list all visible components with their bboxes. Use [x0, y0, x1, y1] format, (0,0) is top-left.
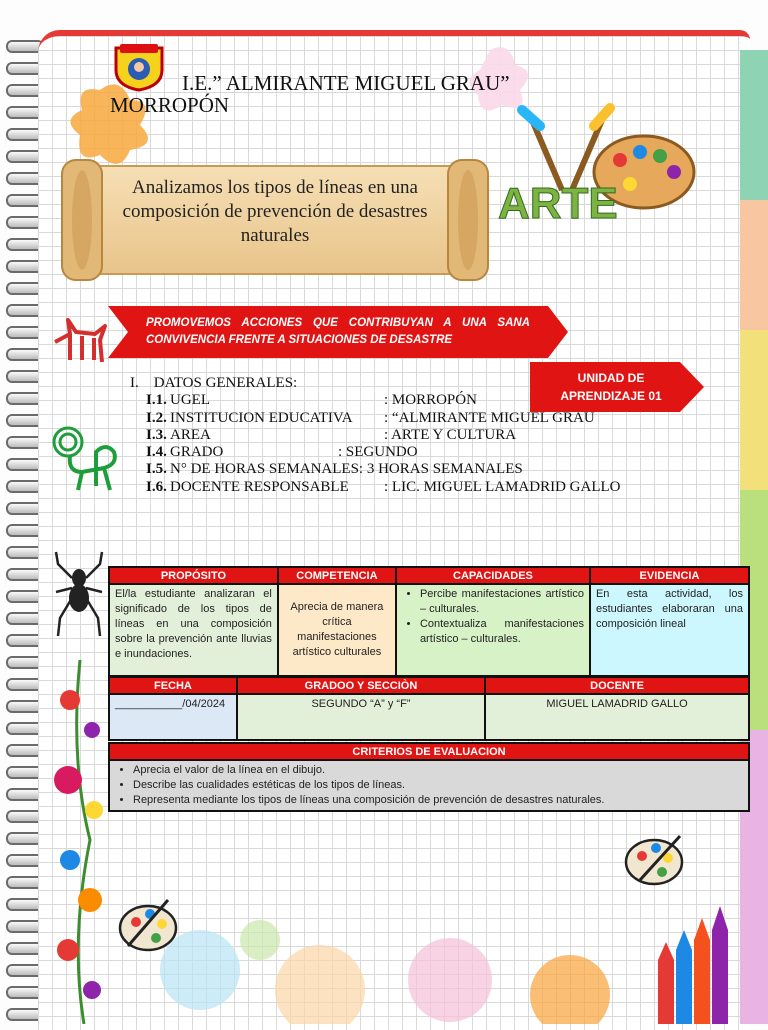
- competencia-cell: Aprecia de manera crítica manifestaciones artístico culturales: [278, 584, 396, 676]
- criterio-item: • Describe las cualidades estéticas de los tipos de líneas.: [133, 778, 743, 793]
- datos-heading: I. DATOS GENERALES:: [130, 375, 298, 391]
- colored-pencils-icon: [652, 900, 742, 1024]
- header-grado: GRADOO Y SECCIÒN: [237, 677, 485, 694]
- header-evidencia: EVIDENCIA: [590, 567, 749, 584]
- dato-row: I.4. GRADO : SEGUNDO: [146, 444, 418, 461]
- motto-text: PROMOVEMOS ACCIONES QUE CONTRIBUYAN A UNA SANA CONVIVENCIA FRENTE A SITUACIONES DE DESASTRE: [146, 317, 530, 346]
- capacidad-item: • Contextualiza manifestaciones artístico – culturales.: [420, 617, 584, 647]
- header-competencia: COMPETENCIA: [278, 567, 396, 584]
- capacidades-cell: [396, 584, 590, 676]
- criterio-item: • Representa mediante los tipos de líneas una composición de prevención de desastres naturales.: [133, 793, 743, 808]
- palette-icon: [624, 832, 686, 888]
- fecha-cell: ___________/04/2024: [109, 694, 237, 740]
- header-proposito: PROPÓSITO: [109, 567, 278, 584]
- spider-icon: [54, 548, 104, 638]
- lesson-title: Analizamos los tipos de líneas en una composición de prevención de desastres naturales: [122, 177, 428, 246]
- flowers-icon: [40, 660, 120, 1024]
- docente-cell: MIGUEL LAMADRID GALLO: [485, 694, 749, 740]
- proposito-table: [108, 566, 750, 677]
- arte-palette-logo-icon: [492, 100, 698, 228]
- grado-cell: SEGUNDO “A” y “F”: [237, 694, 485, 740]
- criterios-table: [108, 742, 750, 812]
- nazca-monkey-icon: [48, 412, 124, 494]
- unidad-label: UNIDAD DE APRENDIZAJE 01: [560, 371, 662, 403]
- header-fecha: FECHA: [109, 677, 237, 694]
- dato-row: I.5. N° DE HORAS SEMANALES: 3 HORAS SEMANALES: [146, 461, 523, 478]
- school-name: I.E.” ALMIRANTE MIGUEL GRAU”: [182, 71, 510, 95]
- evidencia-cell: En esta actividad, los estudiantes elaboraran una composición lineal: [590, 584, 749, 676]
- proposito-cell: El/la estudiante analizaran el significado de los tipos de líneas en una composición sobre la prevención ante lluvias e inundaciones.: [109, 584, 278, 676]
- dato-row: I.6. DOCENTE RESPONSABLE : LIC. MIGUEL LAMADRID GALLO: [146, 478, 621, 495]
- dato-row: I.3. AREA : ARTE Y CULTURA: [146, 426, 517, 443]
- fecha-table: [108, 676, 750, 741]
- color-tabs: [740, 50, 768, 1024]
- criterio-item: • Aprecia el valor de la línea en el dibujo.: [133, 763, 743, 778]
- town-name: MORROPÓN: [110, 93, 230, 117]
- palette-icon: [118, 898, 180, 954]
- paint-splash-icon: [120, 900, 680, 1024]
- header-capacidades: CAPACIDADES: [396, 567, 590, 584]
- header-criterios: CRITERIOS DE EVALUACION: [109, 743, 749, 760]
- dato-row: I.1. UGEL : MORROPÓN: [146, 392, 477, 409]
- header-docente: DOCENTE: [485, 677, 749, 694]
- dato-row: I.2. INSTITUCION EDUCATIVA : “ALMIRANTE MIGUEL GRAU: [146, 409, 595, 426]
- nazca-animal-icon: [50, 312, 112, 372]
- school-header: [110, 72, 510, 116]
- arte-logo-text: ARTE: [498, 179, 618, 228]
- criterios-cell: [109, 760, 749, 811]
- capacidad-item: • Percibe manifestaciones artístico – culturales.: [420, 587, 584, 617]
